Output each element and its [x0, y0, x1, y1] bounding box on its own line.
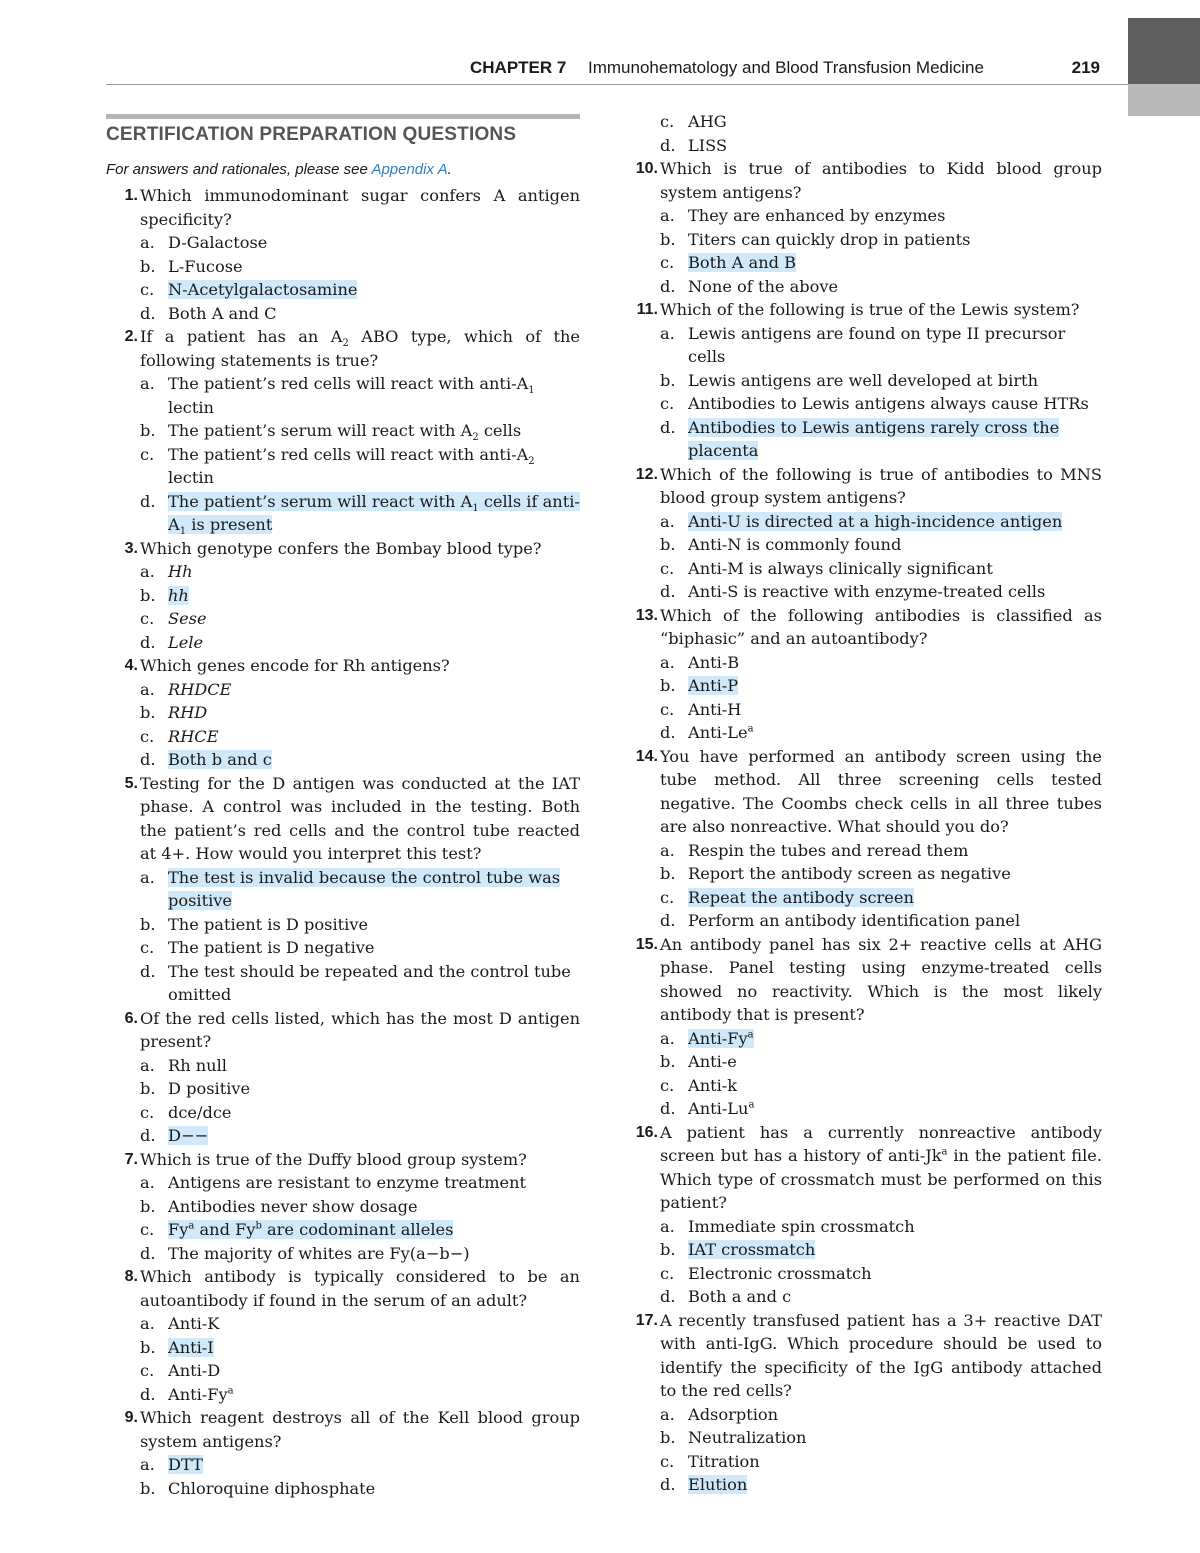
question-3: 3. Which genotype confers the Bombay blood type? [124, 538, 542, 558]
option: a. They are enhanced by enzymes [660, 206, 946, 225]
option: d. Both A and C [140, 303, 277, 323]
option: c. Antibodies to Lewis antigens always cause HTRs [660, 394, 1089, 413]
option: c. RHCE [140, 726, 219, 746]
option-answer: c. N-Acetylgalactosamine [140, 280, 358, 299]
option: d. Anti-Le$^a$ [660, 723, 754, 742]
option: d. Anti-S is reactive with enzyme-treated cells [660, 582, 1046, 601]
option: c. Electronic crossmatch [660, 1263, 872, 1283]
question-8: 8. Which antibody is typically considered to be an autoantibody if found in the serum of an adult? [124, 1267, 580, 1310]
option: a. Anti-B [660, 652, 740, 672]
option: a. Lewis antigens are found on type II precursor cells [660, 323, 1066, 366]
chapter-tab-light [1128, 84, 1200, 116]
question-15: 15. An antibody panel has six 2+ reactive cells at AHG phase. Panel testing using enzyme-treated cells showed no reactivity. Which is the most likely antibody that is present? [635, 934, 1102, 1024]
option: a. Hh [140, 562, 193, 581]
question-4: 4. Which genes encode for Rh antigens? [124, 656, 450, 675]
option: d. Lele [140, 632, 204, 652]
question-1: 1. Which immunodominant sugar confers A antigen specificity? [124, 186, 580, 229]
option: b. RHD [140, 703, 208, 722]
option: b. Titers can quickly drop in patients [660, 229, 971, 249]
option: b. Report the antibody screen as negative [660, 864, 1011, 883]
appendix-link[interactable]: Appendix A [371, 161, 448, 178]
option: c. Anti-H [660, 699, 742, 719]
option-answer: d. Antibodies to Lewis antigens rarely cross the placenta [660, 417, 1060, 460]
option: c. The patient’s red cells will react with anti-$A_2$ lectin [140, 444, 535, 487]
section-title: CERTIFICATION PREPARATION QUESTIONS [106, 124, 517, 145]
option: c. The patient is D negative [140, 938, 375, 957]
option: b. Chloroquine diphosphate [140, 1478, 376, 1498]
option: b. Anti-N is commonly found [660, 535, 902, 554]
page-number: 219 [1071, 58, 1100, 77]
question-6: 6. Of the red cells listed, which has the most D antigen present? [124, 1008, 580, 1051]
option: c. AHG [660, 112, 727, 131]
option: c. dce/dce [140, 1102, 232, 1122]
question-5: 5. Testing for the D antigen was conducted at the IAT phase. A control was included in the testing. Both the patient’s red cells and the control tube reacted at 4+. How would you interpret this test? [124, 773, 580, 863]
option: d. Perform an antibody identification panel [660, 911, 1021, 930]
chapter-tab-dark [1128, 18, 1200, 84]
option: b. Anti-e [660, 1052, 737, 1071]
option: a. The patient’s red cells will react with anti-$A_1$ lectin [140, 374, 535, 417]
option-answer: a. Anti-U is directed at a high-incidence antigen [660, 511, 1063, 531]
option-answer: b. IAT crossmatch [660, 1240, 816, 1259]
option: a. Anti-K [140, 1314, 220, 1333]
option: b. The patient’s serum will react with $A_2$ cells [140, 421, 522, 444]
option-answer: b. Anti-I [140, 1337, 214, 1357]
running-header [470, 58, 1110, 82]
option: b. Antibodies never show dosage [140, 1196, 418, 1216]
option: c. Anti-k [660, 1075, 738, 1095]
option: d. None of the above [660, 276, 839, 296]
option: a. RHDCE [140, 679, 232, 699]
option-answer: c. Both A and B [660, 253, 797, 272]
option: a. D-Galactose [140, 233, 268, 252]
option: d. Anti-Lu$^a$ [660, 1099, 755, 1118]
option-answer: a. The test is invalid because the control tube was positive [140, 867, 561, 910]
question-2: 2. If a patient has an $A_2$ ABO type, which of the following statements is true? [124, 327, 580, 370]
header-rule [106, 84, 1128, 85]
option-answer: b. hh [140, 585, 189, 605]
question-13: 13. Which of the following antibodies is classified as “biphasic” and an autoantibody? [635, 605, 1102, 648]
question-9: 9. Which reagent destroys all of the Kell blood group system antigens? [124, 1408, 580, 1451]
option: b. The patient is D positive [140, 914, 369, 934]
chapter-label: CHAPTER 7 [470, 58, 567, 77]
option-answer: b. Anti-P [660, 676, 739, 695]
question-16: 16. A patient has a currently nonreactive antibody screen but has a history of anti-Jk$^a$ in the patient file. Which type of crossmatch must be performed on this patient? [635, 1122, 1103, 1212]
option: a. Antigens are resistant to enzyme treatment [140, 1173, 527, 1192]
section-intro: For answers and rationales, please see Appendix A. [106, 161, 452, 178]
question-14: 14. You have performed an antibody screen using the tube method. All three screening cells tested negative. The Coombs check cells in all three tubes are also nonreactive. What should you do? [635, 746, 1102, 836]
option: a. Immediate spin crossmatch [660, 1216, 915, 1236]
option: d. Both a and c [660, 1287, 792, 1306]
option: a. Respin the tubes and reread them [660, 840, 969, 860]
option: b. L-Fucose [140, 256, 243, 276]
option: b. D positive [140, 1079, 251, 1098]
question-17: 17. A recently transfused patient has a 3+ reactive DAT with anti-IgG. Which procedure should be used to identify the specificity of the IgG antibody attached to the red cells? [635, 1310, 1102, 1400]
option-answer: a. DTT [140, 1455, 203, 1474]
option: c. Anti-M is always clinically significant [660, 558, 993, 578]
option: a. Adsorption [660, 1404, 779, 1424]
option: c. Titration [660, 1451, 760, 1471]
option: c. Anti-D [140, 1361, 221, 1380]
option-answer: d. Both b and c [140, 750, 272, 769]
option-answer: a. Anti-Fy$^a$ [660, 1028, 754, 1048]
option: d. The test should be repeated and the control tube omitted [140, 961, 571, 1004]
chapter-title: Immunohematology and Blood Transfusion Medicine [588, 58, 984, 77]
option-answer: c. Fy$^a$ and Fy$^b$ are codominant alleles [140, 1220, 454, 1239]
option-answer: c. Repeat the antibody screen [660, 887, 914, 907]
option-answer: d. D−− [140, 1126, 209, 1145]
question-12: 12. Which of the following is true of antibodies to MNS blood group system antigens? [635, 464, 1102, 507]
left-column [106, 184, 580, 1500]
option: b. Lewis antigens are well developed at birth [660, 370, 1038, 390]
option: b. Neutralization [660, 1428, 807, 1447]
option: d. The majority of whites are Fy(a−b−) [140, 1243, 470, 1263]
option: c. Sese [140, 609, 207, 628]
option: d. Anti-Fy$^a$ [140, 1384, 234, 1404]
section-rule [106, 114, 580, 119]
question-11: 11. Which of the following is true of the Lewis system? [636, 300, 1080, 319]
option: a. Rh null [140, 1055, 227, 1075]
option: d. LISS [660, 135, 728, 155]
option-answer: d. Elution [660, 1475, 748, 1494]
right-column [626, 110, 1102, 1497]
question-10: 10. Which is true of antibodies to Kidd blood group system antigens? [635, 159, 1102, 202]
question-7: 7. Which is true of the Duffy blood group system? [124, 1149, 527, 1169]
option-answer: d. The patient’s serum will react with $A_1$ cells if anti-$A_1$ is present [140, 491, 580, 538]
